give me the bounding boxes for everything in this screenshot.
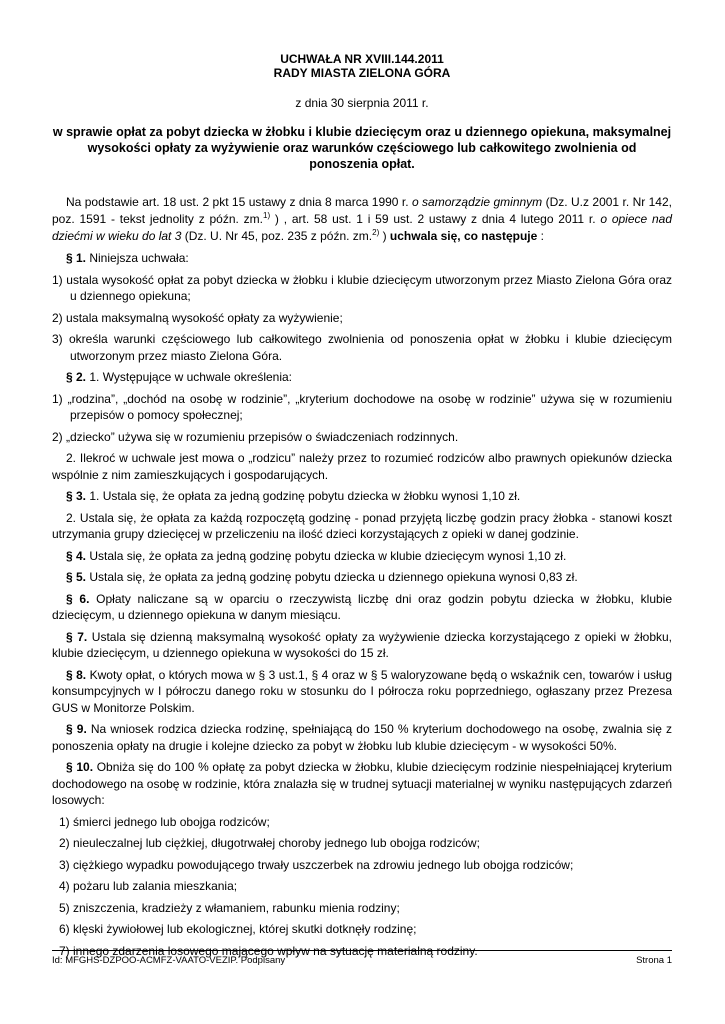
preamble-text: Na podstawie art. 18 ust. 2 pkt 15 ustawy z dnia 8 marca 1990 r.: [66, 195, 412, 209]
section-text: Ustala się, że opłata za jedną godzinę pobytu dziecka u dziennego opiekuna wynosi 0,83 zł.: [86, 570, 578, 584]
section-label: § 10.: [66, 760, 94, 774]
section-text: Niniejsza uchwała:: [86, 251, 189, 265]
section-1: [52, 250, 672, 267]
section-4: [52, 548, 672, 565]
section-7: [52, 629, 672, 662]
list-item-text: określa warunki częściowego lub całkowitego zwolnienia od ponoszenia opłat w żłobku i klubie dziecięcym utworzonym przez miasto Zielona Góra.: [68, 332, 672, 363]
document-id: Id: MFGHS-DZPOO-ACMFZ-VAATO-VEZIP. Podpisany: [52, 955, 286, 966]
section-label: § 9.: [66, 722, 87, 736]
list-item: [52, 331, 672, 364]
enacting-clause: uchwala się, co następuje: [389, 229, 538, 243]
preamble-text: ) , art. 58 ust. 1 i 59 ust. 2 ustawy z dnia 4 lutego 2011 r.: [270, 212, 601, 226]
section-text: 1. Ustala się, że opłata za jedną godzinę pobytu dziecka w żłobku wynosi 1,10 zł.: [86, 489, 521, 503]
list-item-text: ustala maksymalną wysokość opłaty za wyżywienie;: [66, 310, 343, 325]
preamble-text: ): [379, 229, 390, 243]
list-item-number: 1): [52, 272, 63, 287]
footnote-ref: 1): [263, 211, 271, 220]
list-item: 3) ciężkiego wypadku powodującego trwały uszczerbek na zdrowiu jednego lub obojga rodziców;: [59, 857, 574, 872]
preamble-text: (Dz. U. Nr 45, poz. 235 z późn. zm.: [181, 229, 373, 243]
section-text: Kwoty opłat, o których mowa w § 3 ust.1, § 4 oraz w § 5 waloryzowane będą o wskaźnik cen, towarów i usług konsumpcyjnych w I półroczu danego roku w stosunku do I półrocza roku poprzedniego, ogłaszany przez Prezesa GUS w Monitorze Polskim.: [52, 667, 673, 715]
list-item-number: 2): [52, 429, 63, 444]
document-page: [52, 52, 672, 959]
list-item: [52, 310, 672, 327]
section-text: Ustala się dzienną maksymalną wysokość opłaty za wyżywienie dziecka korzystającego z opieki w żłobku, klubie dziecięcym, u dziennego opiekuna w wysokości do 15 zł.: [52, 629, 672, 660]
footnote-ref: 2): [372, 228, 380, 237]
section-text: 1. Występujące w uchwale określenia:: [86, 370, 293, 384]
list-item-text: ustala wysokość opłat za pobyt dziecka w żłobku i klubie dziecięcym utworzonym przez Miasto Zielona Góra oraz u dziennego opiekuna;: [66, 272, 672, 303]
section-6: [52, 591, 672, 624]
section-5: [52, 569, 672, 586]
section-text: Opłaty naliczane są w oparciu o rzeczywistą liczbę dni oraz godzin pobytu dziecka w żłobku, klubie dziecięcym, u dziennego opiekuna w danym miesiącu.: [52, 591, 673, 622]
section-10: [52, 759, 672, 809]
section-2-paragraph-2: 2. Ilekroć w uchwale jest mowa o „rodzicu” należy przez to rozumieć rodziców albo prawnych opiekunów dziecka wspólnie z nim zamieszkujących i gospodarujących.: [52, 451, 672, 482]
preamble: [52, 194, 672, 245]
section-text: Na wniosek rodzica dziecka rodzinę, spełniającą do 150 % kryterium dochodowego na osobę, zwalnia się z ponoszenia opłaty na drugie i kolejne dziecko za pobyt w żłobku lub klubie dziecięcym - w wysokości 50%.: [52, 722, 672, 753]
list-item: 5) zniszczenia, kradzieży z włamaniem, rabunku mienia rodziny;: [59, 900, 400, 915]
section-2: [52, 369, 672, 386]
section-3-paragraph-2: 2. Ustala się, że opłata za każdą rozpoczętą godzinę - ponad przyjętą liczbę godzin pracy żłobka - stanowi koszt utrzymania grupy dziecięcej w przeliczeniu na ilość dzieci korzystających z opieki w danej godzinie.: [52, 510, 672, 541]
section-label: § 2.: [66, 370, 87, 384]
preamble-act-title: o samorządzie gminnym: [411, 195, 543, 209]
list-item: 7) innego zdarzenia losowego mającego wpływ na sytuację materialną rodziny.: [59, 943, 478, 958]
section-label: § 3.: [66, 489, 87, 503]
list-item: 1) śmierci jednego lub obojga rodziców;: [59, 814, 270, 829]
section-3: [52, 488, 672, 505]
list-item-number: 2): [52, 310, 63, 325]
section-label: § 5.: [66, 570, 87, 584]
section-label: § 7.: [66, 629, 88, 644]
list-item: [52, 429, 672, 446]
resolution-number: UCHWAŁA NR XVIII.144.2011: [280, 52, 444, 66]
list-item: [52, 391, 672, 424]
list-item: 6) klęski żywiołowej lub ekologicznej, której skutki dotknęły rodzinę;: [59, 922, 417, 936]
preamble-act-title: o opiece nad dziećmi w wieku do lat 3: [52, 212, 673, 243]
section-text: Obniża się do 100 % opłatę za pobyt dziecka w żłobku, klubie dziecięcym rodzinie niespełniającej kryterium dochodowego na osobę w rodzinie, która znalazła się w trudnej sytuacji materialnej w wyniku następujących zdarzeń losowych:: [52, 760, 672, 807]
footer-divider: [52, 950, 672, 951]
page-footer: [52, 955, 672, 966]
resolution-subject: w sprawie opłat za pobyt dziecka w żłobku i klubie dziecięcym oraz u dziennego opiekuna, maksymalnej wysokości opłaty za wyżywienie oraz warunków częściowego lub całkowitego zwolnienia od ponoszenia opłat.: [52, 125, 672, 171]
preamble-text: :: [537, 229, 544, 243]
section-label: § 6.: [66, 591, 90, 606]
section-text: Ustala się, że opłata za jedną godzinę pobytu dziecka w klubie dziecięcym wynosi 1,10 zł.: [86, 548, 567, 563]
preamble-text: (Dz. U.z 2001 r. Nr 142, poz. 1591 - tekst jednolity z późn. zm.: [52, 195, 672, 226]
council-name: RADY MIASTA ZIELONA GÓRA: [273, 66, 451, 80]
section-8: [52, 667, 672, 717]
list-item-number: 3): [52, 332, 63, 346]
list-item: 2) nieuleczalnej lub ciężkiej, długotrwałej choroby jednego lub obojga rodziców;: [59, 836, 480, 850]
section-label: § 1.: [66, 251, 87, 265]
resolution-date: z dnia 30 sierpnia 2011 r.: [295, 96, 429, 110]
list-item: 4) pożaru lub zalania mieszkania;: [59, 879, 238, 893]
section-label: § 8.: [66, 667, 87, 682]
list-item-text: „rodzina”, „dochód na osobę w rodzinie”, „kryterium dochodowe na osobę w rodzinie” używa się w rozumieniu przepisów o pomocy społecznej;: [67, 391, 672, 422]
list-item-text: „dziecko” używa się w rozumieniu przepisów o świadczeniach rodzinnych.: [66, 429, 459, 444]
list-item-number: 1): [52, 391, 63, 406]
section-9: [52, 721, 672, 754]
section-label: § 4.: [66, 548, 87, 563]
page-number: Strona 1: [636, 955, 672, 966]
resolution-header: [52, 52, 672, 172]
list-item: [52, 272, 672, 305]
